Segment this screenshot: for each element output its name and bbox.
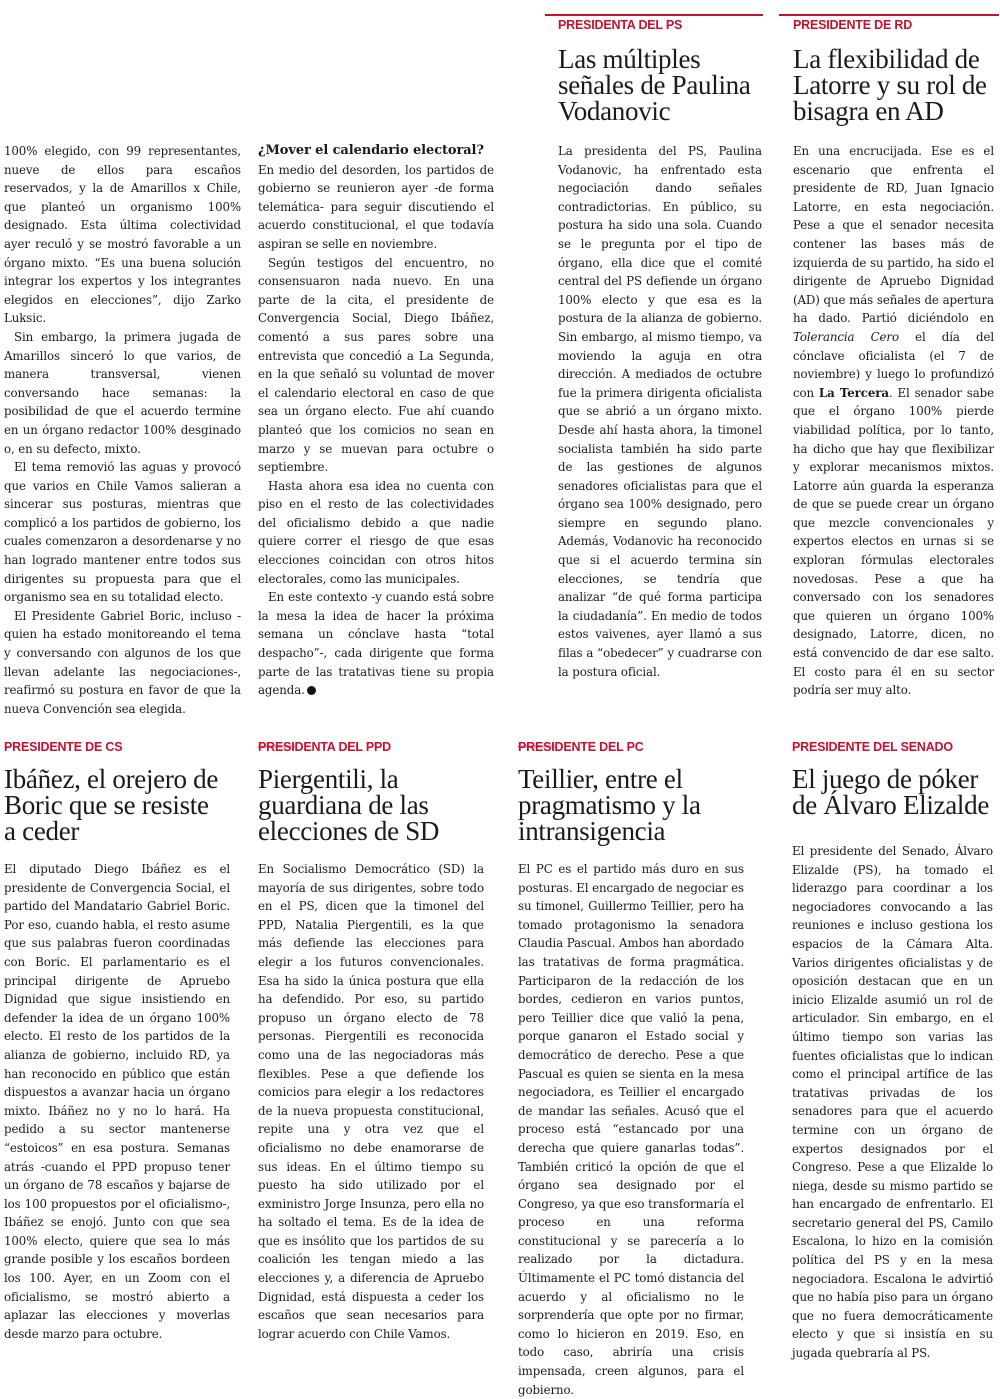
kicker-rule: [545, 14, 763, 16]
paragraph-text: En una encrucijada. Ese es el escenario que enfrenta el presidente de RD, Juan Ignacio Latorre, en esta negociación. Pese a que el senador necesita contener las bases más de izquierda de su partido, ha sido el dirigente de Apruebo Dignidad (AD) que más señales de apertura ha dado. Partió diciéndolo en: [793, 144, 994, 326]
continued-story-column-1: [4, 142, 241, 718]
body-senado: [792, 842, 993, 1363]
paragraph: La presidenta del PS, Paulina Vodanovic, ha enfrentado esta negociación dando señales contradictorias. En público, su postura ha sido una sola. Cuando se le pregunta por el tipo de órgano, ella dice que el comité central del PS defiende un órgano 100% electo y que esa es la postura de la alianza de gobierno. Sin embargo, al mismo tiempo, va moviendo la aguja en otra dirección. A mediados de octubre fue la primera dirigenta oficialista que se abrió a un órgano mixto. Desde ahí hasta ahora, la timonel socialista también ha sido parte de las gestiones de algunos senadores oficialistas para que el órgano sea 100% designado, pero siempre en segundo plano. Además, Vodanovic ha reconocido que si el acuerdo termina sin elecciones, se tendría que analizar “de qué forma participa la ciudadanía”. En medio de todos estos vaivenes, ayer llamó a sus filas a “obedecer” y cuadrarse con la postura oficial.: [558, 144, 762, 679]
kicker-senado: PRESIDENTE DEL SENADO: [792, 740, 953, 754]
newspaper-name: La Tercera: [818, 385, 889, 400]
paragraph-text: . El senador sabe que el órgano 100% pierde viabilidad política, por lo tanto, ha dicho que hay que flexibilizar y explorar mecanismos mixtos. Latorre aún guarda la esperanza de que se puede crear un órgano que mezcle convencionales y expertos electos en urnas si se exploran fórmulas electorales novedosas. Pese a que ha conversado con los senadores que quieren un órgano 100% designado, Latorre, dicen, no está convencido de dar ese salto. El costo para él en su sector podría ser muy alto.: [793, 385, 994, 698]
program-name: Tolerancia Cero: [793, 329, 899, 344]
body-ppd: [258, 860, 484, 1343]
headline-senado: El juego de póker de Álvaro Elizalde: [792, 764, 990, 820]
paragraph: El Presidente Gabriel Boric, incluso -quien ha estado monitoreando el tema y conversando con algunos de los que llevan adelante las negociaciones-, reafirmó su postura en favor de que la nueva Convención sea elegida.: [4, 608, 241, 716]
paragraph: Según testigos del encuentro, no consensuaron nada nuevo. En una parte de la cita, el presidente de Convergencia Social, Diego Ibáñez, comentó a sus pares sobre una entrevista que concedió a La Segunda, en la que señaló su voluntad de mover el calendario electoral en caso de que sea un órgano electo. Fue ahí cuando planteó que los comicios no sean en marzo y se muevan para octubre o septiembre.: [258, 255, 494, 475]
paragraph: Sin embargo, la primera jugada de Amarillos sinceró lo que varios, de manera transversal, vienen conversando hace semanas: la posibilidad de que el acuerdo termine en un órgano redactor 100% desginado o, en su defecto, mixto.: [4, 329, 241, 456]
subheading: ¿Mover el calendario electoral?: [258, 143, 484, 158]
kicker-cs: PRESIDENTE DE CS: [4, 740, 123, 754]
paragraph: El tema removió las aguas y provocó que varios en Chile Vamos salieran a sincerar sus posturas, mientras que complicó a los partidos de gobierno, los cuales comenzaron a desordenarse y no han logrado mantener entre todos sus dirigentes su propuesta para que el organismo sea en su totalidad electo.: [4, 460, 241, 605]
headline-rd: La flexibilidad de Latorre y su rol de bisagra en AD: [793, 44, 987, 126]
kicker-ps: PRESIDENTA DEL PS: [558, 18, 683, 32]
paragraph: [793, 142, 994, 700]
paragraph-last: [258, 588, 494, 700]
paragraph-text: En este contexto -y cuando está sobre la mesa la idea de hacer la próxima semana un cónclave hasta “total despacho”-, cada dirigente que forma parte de las tratativas tiene su propia agenda.: [258, 590, 494, 698]
kicker-rd: PRESIDENTE DE RD: [793, 18, 913, 32]
headline-ps: Las múltiples señales de Paulina Vodanovic: [558, 44, 751, 126]
paragraph: El PC es el partido más duro en sus posturas. El encargado de negociar es su timonel, Guillermo Teillier, pero ha tomado protagonismo la senadora Claudia Pascual. Ambos han abordado las tratativas de forma pragmática. Participaron de la redacción de los bordes, cedieron en varios puntos, pero Teillier dice que valió la pena, porque ganaron el Estado social y democrático de derecho. Pese a que Pascual es quien se sienta en la mesa negociadora, es Teillier el encargado de mandar las señales. Acusó que el proceso está “estancado por una derecha que quiere ganarlas todas”. También criticó la opción de que el órgano sea designado por el Congreso, ya que eso transformaría el proceso en una reforma constitucional y se parecería a lo realizado por la dictadura. Últimamente el PC tomó distancia del acuerdo y al oficialismo no le sorprendería que opte por no firmar, como lo hicieron en 2019. Eso, en todo caso, abriría una crisis impensada, creen algunos, para el gobierno.: [518, 862, 744, 1397]
body-rd: [793, 142, 994, 700]
kicker-ppd: PRESIDENTA DEL PPD: [258, 740, 391, 754]
paragraph: El presidente del Senado, Álvaro Elizalde (PS), ha tomado el liderazgo para coordinar a los negociadores convocando a las reuniones e incluso gestiona los espacios de la Cámara Alta. Varios dirigentes oficialistas y de oposición destacan que en un inicio Elizalde asumió un rol de articulador. Sin embargo, en el último tiempo son varias las fuentes oficialistas que lo indican como el principal artífice de las tratativas privadas de los senadores para que el acuerdo termine con un órgano de expertos designados por el Congreso. Pese a que Elizalde lo niega, desde su mismo partido se han encargado de enfrentarlo. El secretario general del PS, Camilo Escalona, lo hizo en la comisión política del PS y en la mesa negociadora. Escalona le advirtió que no había piso para un órgano que no fuera democráticamente electo y que si insistía en su jugada quebraría al PS.: [792, 844, 993, 1361]
paragraph: El diputado Diego Ibáñez es el presidente de Convergencia Social, el partido del Mandatario Gabriel Boric. Por eso, cuando habla, el resto asume que sus palabras fueron coordinadas con Boric. El parlamentario es el principal dirigente de Apruebo Dignidad que sigue insistiendo en defender la idea de un órgano 100% electo. El resto de los partidos de la alianza de gobierno, incluido RD, ya han reconocido en público que están dispuestos a avanzar hacia un órgano mixto. Ibáñez no y no lo hará. Ha pedido a su sector mantenerse “estoicos” en esa postura. Semanas atrás -cuando el PPD propuso tener un órgano de 78 escaños y bajarse de los 100 propuestos por el oficialismo-, Ibáñez se enojó. Junto con que sea 100% electo, quiere que sea lo más grande posible y los escaños bordeen los 100. Ayer, en un Zoom con el oficialismo, se mostró abierto a aplazar las elecciones y moverlas desde marzo para octubre.: [4, 862, 230, 1341]
kicker-pc: PRESIDENTE DEL PC: [518, 740, 644, 754]
paragraph: En Socialismo Democrático (SD) la mayoría de sus dirigentes, sobre todo en el PS, dicen que la timonel del PPD, Natalia Piergentili, es la que más defiende las elecciones para elegir a los futuros convencionales. Esa ha sido la única postura que ella ha defendido. Por eso, su partido propuso un órgano electo de 78 personas. Piergentili es reconocida como una de las negociadoras más flexibles. Pese a que defiende los comicios para elegir a los redactores de la nueva propuesta constitucional, repite una y otra vez que el oficialismo no debe enamorarse de sus ideas. En el último tiempo su puesto ha sido utilizado por el exministro Jorge Insunza, pero ella no ha soltado el tema. Es de la idea de que es insólito que los partidos de su coalición les tengan miedo a las elecciones y, a diferencia de Apruebo Dignidad, está dispuesta a ceder los escaños que sean necesarios para lograr acuerdo con Chile Vamos.: [258, 862, 484, 1341]
headline-ppd: Piergentili, la guardiana de las elecciones de SD: [258, 764, 440, 846]
body-cs: [4, 860, 230, 1343]
paragraph: En medio del desorden, los partidos de gobierno se reunieron ayer -de forma telemática- para seguir discutiendo el acuerdo constitucional, el que todavía aspiran se selle en noviembre.: [258, 162, 494, 251]
kicker-rule: [779, 14, 999, 16]
headline-cs: Ibáñez, el orejero de Boric que se resiste a ceder: [4, 764, 219, 846]
end-of-story-icon: [307, 686, 316, 695]
paragraph: 100% elegido, con 99 representantes, nueve de ellos para escaños reservados, y la de Amarillos x Chile, que planteó un organismo 100% designado. Esta última colectividad ayer reculó y se mostró favorable a un órgano mixto. “Es una buena solución integrar los expertos y los integrantes elegidos en elecciones”, dijo Zarko Luksic.: [4, 144, 241, 326]
body-pc: [518, 860, 744, 1399]
body-ps: [558, 142, 762, 681]
paragraph: Hasta ahora esa idea no cuenta con piso en el resto de las colectividades del oficialismo debido a que nadie quiere correr el riesgo de que esas elecciones coincidan con otros hitos electorales, como las municipales.: [258, 478, 494, 586]
headline-pc: Teillier, entre el pragmatismo y la intransigencia: [518, 764, 701, 846]
paragraph-text: el día del cónclave oficialista (el 7 de noviembre) y luego lo profundizó con: [793, 329, 994, 400]
continued-story-column-2: [258, 142, 494, 700]
